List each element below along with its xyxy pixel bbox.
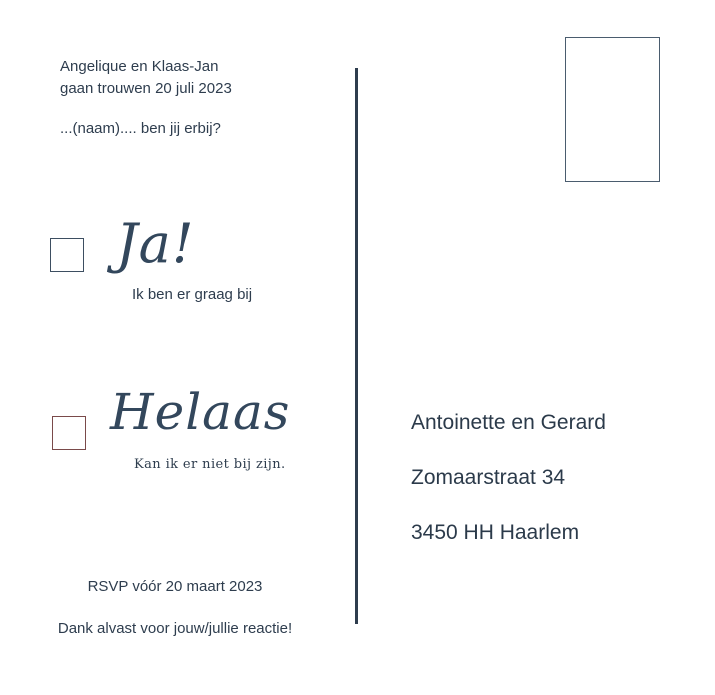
guest-name-prompt: ...(naam).... ben jij erbij?: [60, 120, 221, 137]
rsvp-thanks: Dank alvast voor jouw/jullie reactie!: [57, 620, 293, 637]
choice-no-script: Helaas: [110, 383, 291, 441]
vertical-divider: [355, 68, 358, 624]
checkbox-yes[interactable]: [50, 238, 84, 272]
address-line: 3450 HH Haarlem: [411, 521, 580, 544]
address-line: Zomaarstraat 34: [411, 466, 566, 489]
address-line: Antoinette en Gerard: [411, 411, 606, 434]
checkbox-no[interactable]: [52, 416, 86, 450]
intro-spacer: [60, 100, 340, 118]
address-block: [411, 395, 701, 560]
intro-block: [60, 56, 340, 140]
stamp-box: [565, 37, 660, 182]
choice-yes-script: Ja!: [116, 212, 195, 275]
rsvp-deadline: RSVP vóór 20 maart 2023: [87, 578, 263, 595]
intro-line-1: Angelique en Klaas-Jan: [60, 58, 219, 75]
intro-line-2: gaan trouwen 20 juli 2023: [60, 80, 232, 97]
choice-no-subtitle: Kan ik er niet bij zijn.: [134, 457, 286, 472]
choice-yes-subtitle: Ik ben er graag bij: [132, 286, 253, 303]
